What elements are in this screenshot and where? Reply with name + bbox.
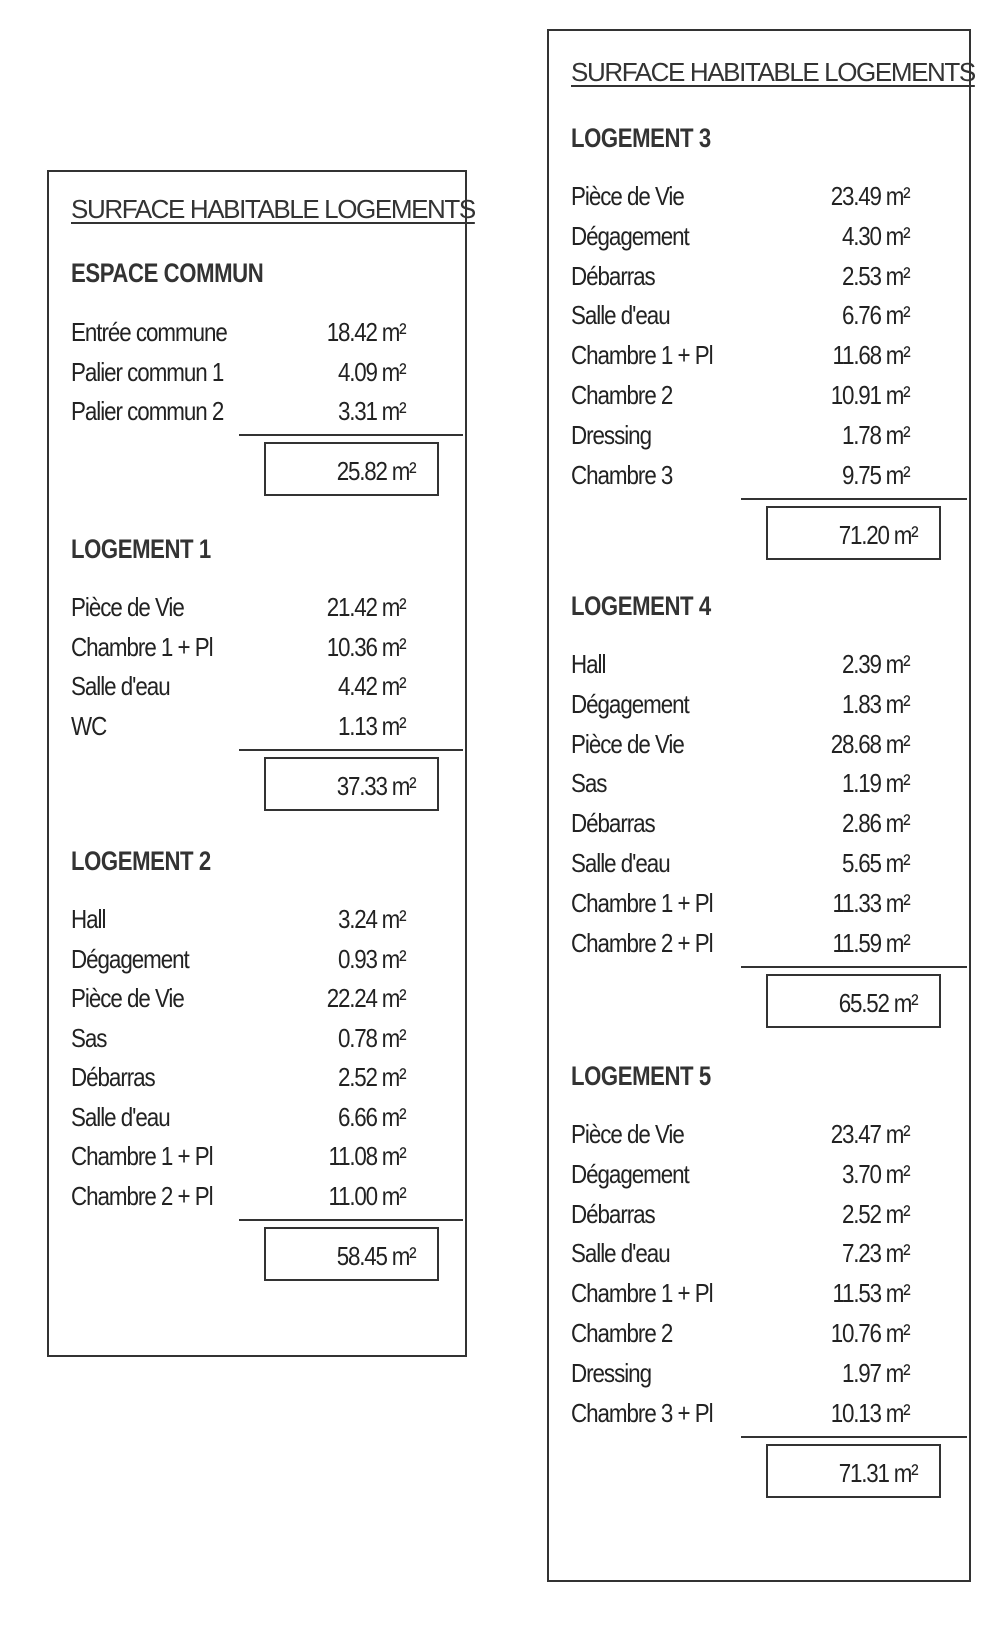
list-item xyxy=(571,689,909,723)
list-item xyxy=(571,888,909,922)
list-item xyxy=(571,1398,909,1432)
room-area-value: 23.49 m² xyxy=(830,181,909,211)
room-label: WC xyxy=(71,710,107,741)
room-label: Pièce de Vie xyxy=(71,983,184,1013)
list-item xyxy=(571,420,909,454)
list-item xyxy=(571,221,909,255)
room-area-value: 5.65 m² xyxy=(841,848,909,878)
room-label: Dressing xyxy=(571,1357,651,1388)
list-item xyxy=(71,1141,405,1175)
subtotal-divider xyxy=(741,966,967,968)
room-label: Dégagement xyxy=(571,220,689,251)
list-item xyxy=(71,1181,405,1215)
room-label: Débarras xyxy=(571,260,655,291)
list-item xyxy=(71,1062,405,1096)
room-label: Chambre 3 + Pl xyxy=(571,1397,713,1428)
room-area-value: 2.39 m² xyxy=(841,649,909,679)
room-area-value: 18.42 m² xyxy=(326,317,405,347)
room-area-value: 1.19 m² xyxy=(841,768,909,799)
room-label: Palier commun 1 xyxy=(71,356,224,387)
room-label: Pièce de Vie xyxy=(71,592,184,622)
room-area-value: 1.78 m² xyxy=(841,419,909,450)
room-area-value: 11.68 m² xyxy=(832,340,909,371)
section-total-value: 65.52 m² xyxy=(838,987,917,1018)
room-label: Sas xyxy=(71,1022,107,1053)
room-area-value: 2.53 m² xyxy=(841,260,909,291)
room-label: Chambre 1 + Pl xyxy=(71,631,213,662)
room-label: Salle d'eau xyxy=(571,300,670,331)
room-area-value: 11.59 m² xyxy=(832,927,909,958)
panel-title: SURFACE HABITABLE LOGEMENTS xyxy=(71,194,475,224)
list-item xyxy=(571,300,909,334)
room-label: Palier commun 2 xyxy=(71,396,224,426)
list-item xyxy=(71,357,405,391)
room-label: Débarras xyxy=(71,1062,155,1092)
surface-table-right xyxy=(547,29,975,1582)
room-area-value: 6.76 m² xyxy=(841,300,909,331)
section-total-box xyxy=(766,1444,941,1498)
room-area-value: 10.36 m² xyxy=(326,631,405,662)
list-item xyxy=(571,261,909,295)
room-label: Chambre 3 xyxy=(571,459,673,490)
room-area-value: 10.13 m² xyxy=(830,1397,909,1428)
list-item xyxy=(571,380,909,414)
subtotal-divider xyxy=(741,1436,967,1438)
room-label: Pièce de Vie xyxy=(571,1119,684,1149)
room-label: Débarras xyxy=(571,1198,655,1229)
section-total-value: 25.82 m² xyxy=(336,456,415,486)
section-heading: LOGEMENT 2 xyxy=(71,846,211,876)
list-item xyxy=(571,1358,909,1392)
room-area-value: 11.00 m² xyxy=(328,1180,405,1211)
list-item xyxy=(71,1102,405,1136)
room-area-value: 7.23 m² xyxy=(841,1238,909,1269)
room-label: Dégagement xyxy=(71,943,189,974)
room-area-value: 2.52 m² xyxy=(337,1062,405,1092)
room-label: Chambre 1 + Pl xyxy=(571,1278,713,1309)
subtotal-divider xyxy=(239,749,463,751)
list-item xyxy=(71,983,405,1017)
subtotal-divider xyxy=(741,498,967,500)
room-area-value: 11.08 m² xyxy=(328,1141,405,1171)
room-area-value: 1.97 m² xyxy=(841,1357,909,1388)
section-heading: LOGEMENT 5 xyxy=(571,1061,711,1091)
room-label: Entrée commune xyxy=(71,317,227,347)
room-label: Dressing xyxy=(571,419,651,450)
section-total-box xyxy=(766,506,941,560)
section-total-value: 71.31 m² xyxy=(838,1457,917,1488)
list-item xyxy=(571,181,909,215)
room-label: Chambre 1 + Pl xyxy=(71,1141,213,1171)
room-area-value: 10.91 m² xyxy=(830,380,909,410)
list-item xyxy=(571,1159,909,1193)
panel-title: SURFACE HABITABLE LOGEMENTS xyxy=(571,57,975,87)
list-item xyxy=(71,944,405,978)
section-total-box xyxy=(264,442,439,496)
room-area-value: 1.83 m² xyxy=(841,688,909,719)
list-item xyxy=(571,1318,909,1352)
list-item xyxy=(71,904,405,938)
list-item xyxy=(571,928,909,962)
list-item xyxy=(71,1023,405,1057)
room-label: Dégagement xyxy=(571,1158,689,1189)
list-item xyxy=(571,1278,909,1312)
room-label: Pièce de Vie xyxy=(571,728,684,759)
room-label: Chambre 1 + Pl xyxy=(571,887,713,918)
list-item xyxy=(571,729,909,763)
subtotal-divider xyxy=(239,1219,463,1221)
room-area-value: 28.68 m² xyxy=(830,728,909,759)
room-area-value: 1.13 m² xyxy=(337,710,405,741)
room-label: Chambre 2 xyxy=(571,1318,673,1348)
room-area-value: 2.86 m² xyxy=(841,808,909,839)
list-item xyxy=(71,632,405,666)
room-area-value: 3.70 m² xyxy=(841,1158,909,1189)
section-total-box xyxy=(264,1227,439,1281)
room-label: Salle d'eau xyxy=(71,671,170,701)
room-area-value: 9.75 m² xyxy=(841,459,909,490)
section-total-box xyxy=(766,974,941,1028)
section-heading: LOGEMENT 1 xyxy=(71,534,211,564)
list-item xyxy=(71,671,405,705)
room-label: Pièce de Vie xyxy=(571,181,684,211)
list-item xyxy=(571,649,909,683)
room-label: Chambre 2 + Pl xyxy=(71,1180,213,1211)
list-item xyxy=(571,1238,909,1272)
list-item xyxy=(571,768,909,802)
room-label: Salle d'eau xyxy=(571,1238,670,1269)
list-item xyxy=(71,711,405,745)
room-area-value: 3.24 m² xyxy=(337,904,405,934)
room-label: Hall xyxy=(71,904,106,934)
list-item xyxy=(71,396,405,430)
list-item xyxy=(571,1199,909,1233)
room-area-value: 11.33 m² xyxy=(832,887,909,918)
room-area-value: 0.93 m² xyxy=(337,943,405,974)
section-total-value: 58.45 m² xyxy=(336,1240,415,1271)
room-label: Chambre 2 + Pl xyxy=(571,927,713,958)
room-label: Chambre 1 + Pl xyxy=(571,340,713,371)
room-label: Chambre 2 xyxy=(571,380,673,410)
room-area-value: 4.30 m² xyxy=(841,220,909,251)
room-area-value: 6.66 m² xyxy=(337,1101,405,1132)
room-area-value: 0.78 m² xyxy=(337,1022,405,1053)
list-item xyxy=(571,1119,909,1153)
room-label: Débarras xyxy=(571,808,655,839)
section-total-box xyxy=(264,757,439,811)
list-item xyxy=(71,592,405,626)
room-area-value: 23.47 m² xyxy=(830,1119,909,1149)
list-item xyxy=(571,340,909,374)
room-area-value: 10.76 m² xyxy=(830,1318,909,1348)
list-item xyxy=(571,460,909,494)
list-item xyxy=(571,848,909,882)
room-area-value: 3.31 m² xyxy=(337,396,405,426)
room-area-value: 4.42 m² xyxy=(337,671,405,701)
subtotal-divider xyxy=(239,434,463,436)
room-area-value: 11.53 m² xyxy=(832,1278,909,1309)
section-heading: LOGEMENT 3 xyxy=(571,123,711,153)
section-heading: ESPACE COMMUN xyxy=(71,258,264,288)
room-area-value: 4.09 m² xyxy=(337,356,405,387)
list-item xyxy=(571,808,909,842)
surface-table-left xyxy=(47,170,475,1357)
section-total-value: 71.20 m² xyxy=(838,519,917,550)
section-total-value: 37.33 m² xyxy=(336,770,415,801)
room-label: Hall xyxy=(571,649,606,679)
room-label: Sas xyxy=(571,768,607,799)
room-area-value: 22.24 m² xyxy=(326,983,405,1013)
section-heading: LOGEMENT 4 xyxy=(571,591,711,621)
room-label: Dégagement xyxy=(571,688,689,719)
room-area-value: 2.52 m² xyxy=(841,1198,909,1229)
room-area-value: 21.42 m² xyxy=(326,592,405,622)
list-item xyxy=(71,317,405,351)
room-label: Salle d'eau xyxy=(71,1101,170,1132)
room-label: Salle d'eau xyxy=(571,848,670,878)
